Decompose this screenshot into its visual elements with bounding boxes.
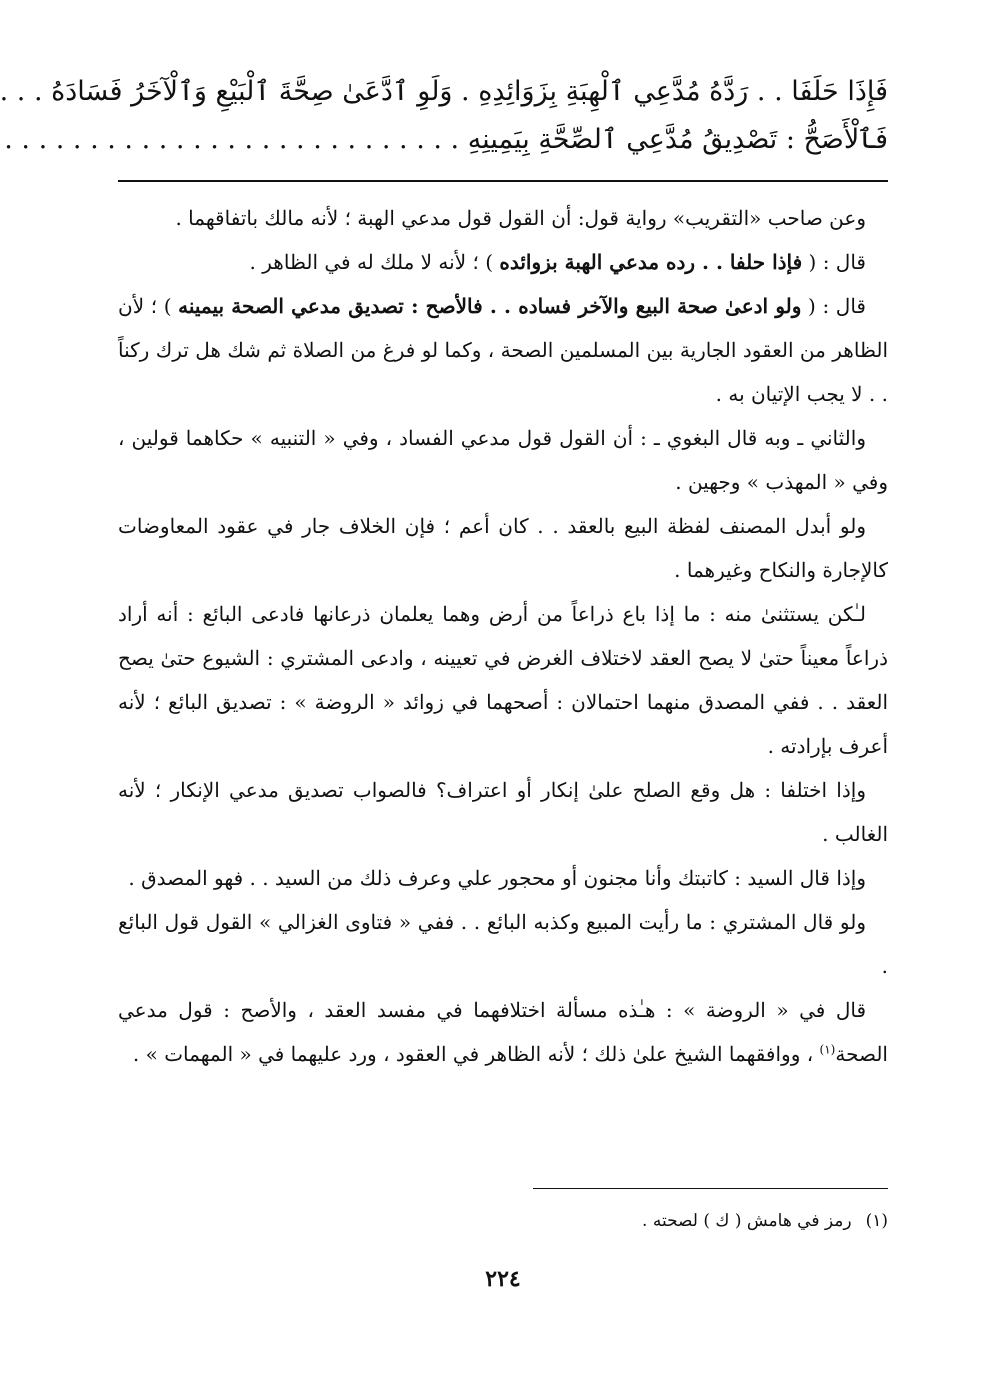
paragraph-1: وعن صاحب «التقريب» رواية قول: أن القول قول مدعي الهبة ؛ لأنه مالك باتفاقهما . xyxy=(175,206,866,230)
paragraph-10 xyxy=(118,988,888,1076)
footnote-text: رمز في هامش ( ك ) لصحته . xyxy=(642,1211,852,1231)
paragraph-8: وإذا قال السيد : كاتبتك وأنا مجنون أو محجور علي وعرف ذلك من السيد . . فهو المصدق . xyxy=(128,866,866,890)
matn-line-2: فَٱلْأَصَحُّ : تَصْدِيقُ مُدَّعِي ٱلصِّحَّةِ بِيَمِينِهِ . . . . . . . . . . . . . . . . . . . . . . . . . . . xyxy=(4,124,888,155)
paragraph-3-pre: قال : ( xyxy=(801,294,866,318)
paragraph-10-pre: قال في « الروضة » : هـٰذه مسألة اختلافهما في مفسد العقد ، والأصح : قول مدعي الصحة xyxy=(118,998,888,1066)
paragraph-9: ولو قال المشتري : ما رأيت المبيع وكذبه البائع . . ففي « فتاوى الغزالي » القول قول البائع . xyxy=(118,910,888,978)
paragraph-4: والثاني ـ وبه قال البغوي ـ : أن القول قول مدعي الفساد ، وفي « التنبيه » حكاهما قولين ، وفي « المهذب » وجهين . xyxy=(118,426,888,494)
paragraph-2-pre: قال : ( xyxy=(802,250,866,274)
matn-separator-rule xyxy=(118,180,888,182)
commentary-body xyxy=(118,196,888,1076)
paragraph-3-post: ) ؛ لأن الظاهر من العقود الجارية بين المسلمين الصحة ، وكما لو فرغ من الصلاة ثم شك هل ترك ركناً . . لا يجب الإتيان به . xyxy=(118,294,888,406)
paragraph-6: لـٰكن يستثنىٰ منه : ما إذا باع ذراعاً من أرض وهما يعلمان ذرعانها فادعى البائع : أنه أراد ذراعاً معيناً حتىٰ لا يصح العقد لاختلاف الغرض في تعيينه ، وادعى المشتري : الشيوع حتىٰ يصح العقد . . ففي المصدق منهما احتمالان : أصحهما في زوائد « الروضة » : تصديق البائع ؛ لأنه أعرف بإرادته . xyxy=(118,602,888,758)
matn-line-1: فَإِذَا حَلَفَا . . رَدَّهُ مُدَّعِي ٱلْهِبَةِ بِزَوَائِدِهِ . وَلَوِ ٱدَّعَىٰ صِحَّةَ ٱلْبَيْعِ وَٱلْآخَرُ فَسَادَهُ . . . xyxy=(0,76,888,107)
footnote-1 xyxy=(118,1206,888,1236)
paragraph-2-quote: فإذا حلفا . . رده مدعي الهبة بزوائده xyxy=(499,250,803,274)
footnote-separator-rule xyxy=(533,1188,888,1189)
paragraph-2 xyxy=(118,240,888,284)
paragraph-3 xyxy=(118,284,888,416)
paragraph-2-post: ) ؛ لأنه لا ملك له في الظاهر . xyxy=(249,250,500,274)
footnote-number: (١) xyxy=(865,1211,888,1231)
footnote-ref-1[interactable]: (١) xyxy=(819,1042,836,1057)
paragraph-3-quote: ولو ادعىٰ صحة البيع والآخر فساده . . فالأصح : تصديق مدعي الصحة بيمينه xyxy=(178,294,802,318)
page-number: ٢٢٤ xyxy=(485,1266,521,1292)
paragraph-7: وإذا اختلفا : هل وقع الصلح علىٰ إنكار أو اعتراف؟ فالصواب تصديق مدعي الإنكار ؛ لأنه الغالب . xyxy=(118,778,888,846)
paragraph-5: ولو أبدل المصنف لفظة البيع بالعقد . . كان أعم ؛ فإن الخلاف جار في عقود المعاوضات كالإجارة والنكاح وغيرهما . xyxy=(118,514,888,582)
matn-text xyxy=(0,68,888,164)
paragraph-10-post: ، ووافقهما الشيخ علىٰ ذلك ؛ لأنه الظاهر في العقود ، ورد عليهما في « المهمات » . xyxy=(132,1042,820,1066)
